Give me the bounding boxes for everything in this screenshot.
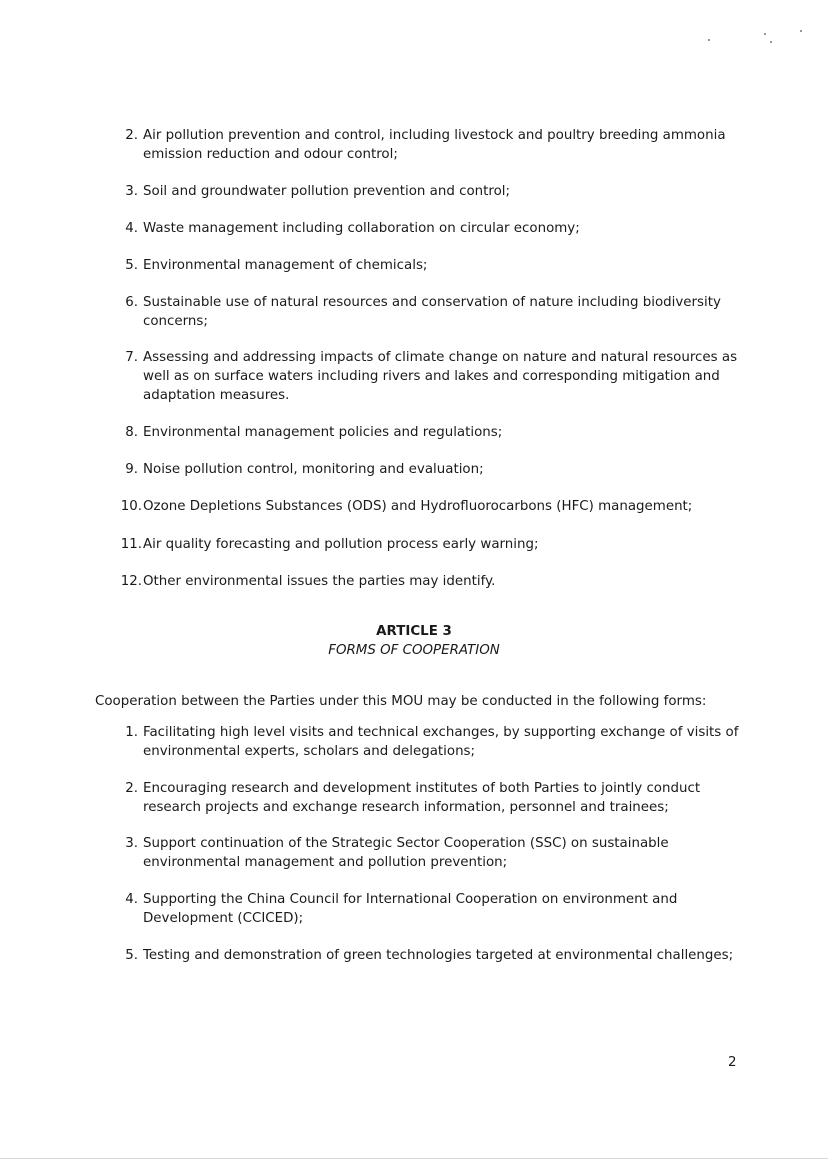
page-number: 2 bbox=[728, 1055, 737, 1070]
list-item-text: Air quality forecasting and pollution process early warning; bbox=[143, 537, 539, 552]
scan-speck bbox=[708, 39, 710, 41]
list-item-number: 6. bbox=[125, 295, 138, 310]
intro-paragraph: Cooperation between the Parties under this MOU may be conducted in the following forms: bbox=[95, 694, 707, 709]
list-item-text: Sustainable use of natural resources and conservation of nature including biodiversity concerns; bbox=[143, 295, 721, 329]
list-item-text: Air pollution prevention and control, including livestock and poultry breeding ammonia emission reduction and odour control; bbox=[143, 128, 726, 162]
list-item-text: Assessing and addressing impacts of climate change on nature and natural resources as well as on surface waters including rivers and lakes and corresponding mitigation and adaptation measures. bbox=[143, 350, 738, 403]
list-item-text: Facilitating high level visits and technical exchanges, by supporting exchange of visits of environmental experts, scholars and delegations; bbox=[143, 725, 739, 759]
list-item-number: 10. bbox=[120, 499, 142, 514]
list-item-number: 4. bbox=[125, 221, 138, 236]
list-item-text: Supporting the China Council for International Cooperation on environment and Development (CCICED); bbox=[143, 892, 678, 926]
list-item-number: 3. bbox=[125, 836, 138, 851]
list-item-number: 8. bbox=[125, 425, 138, 440]
article-subtitle: FORMS OF COOPERATION bbox=[328, 643, 500, 658]
list-item-number: 2. bbox=[125, 781, 138, 796]
list-item-number: 3. bbox=[125, 184, 138, 199]
list-item-number: 9. bbox=[125, 462, 138, 477]
list-item-number: 12. bbox=[120, 574, 142, 589]
list-item-text: Soil and groundwater pollution prevention and control; bbox=[143, 184, 511, 199]
scan-speck bbox=[764, 33, 766, 35]
list-item-text: Other environmental issues the parties may identify. bbox=[143, 574, 496, 589]
list-item-text: Testing and demonstration of green technologies targeted at environmental challenges; bbox=[143, 948, 734, 963]
list-item-text: Ozone Depletions Substances (ODS) and Hydrofluorocarbons (HFC) management; bbox=[143, 499, 693, 514]
list-item-number: 2. bbox=[125, 128, 138, 143]
article-title: ARTICLE 3 bbox=[376, 624, 452, 639]
list-item-text: Environmental management policies and regulations; bbox=[143, 425, 503, 440]
list-item-text: Waste management including collaboration on circular economy; bbox=[143, 221, 580, 236]
list-item-text: Environmental management of chemicals; bbox=[143, 258, 428, 273]
list-item-number: 4. bbox=[125, 892, 138, 907]
list-item-text: Noise pollution control, monitoring and evaluation; bbox=[143, 462, 484, 477]
list-item-number: 5. bbox=[125, 258, 138, 273]
list-item-number: 5. bbox=[125, 948, 138, 963]
list-item-number: 1. bbox=[125, 725, 138, 740]
list-item-number: 7. bbox=[125, 350, 138, 365]
scan-speck bbox=[800, 30, 802, 32]
list-item-number: 11. bbox=[120, 537, 142, 552]
list-item-text: Support continuation of the Strategic Sector Cooperation (SSC) on sustainable environmental management and pollution prevention; bbox=[143, 836, 669, 870]
scan-edge-line bbox=[0, 1158, 828, 1159]
scan-speck bbox=[770, 41, 772, 43]
list-item-text: Encouraging research and development institutes of both Parties to jointly conduct research projects and exchange research information, personnel and trainees; bbox=[143, 781, 701, 815]
